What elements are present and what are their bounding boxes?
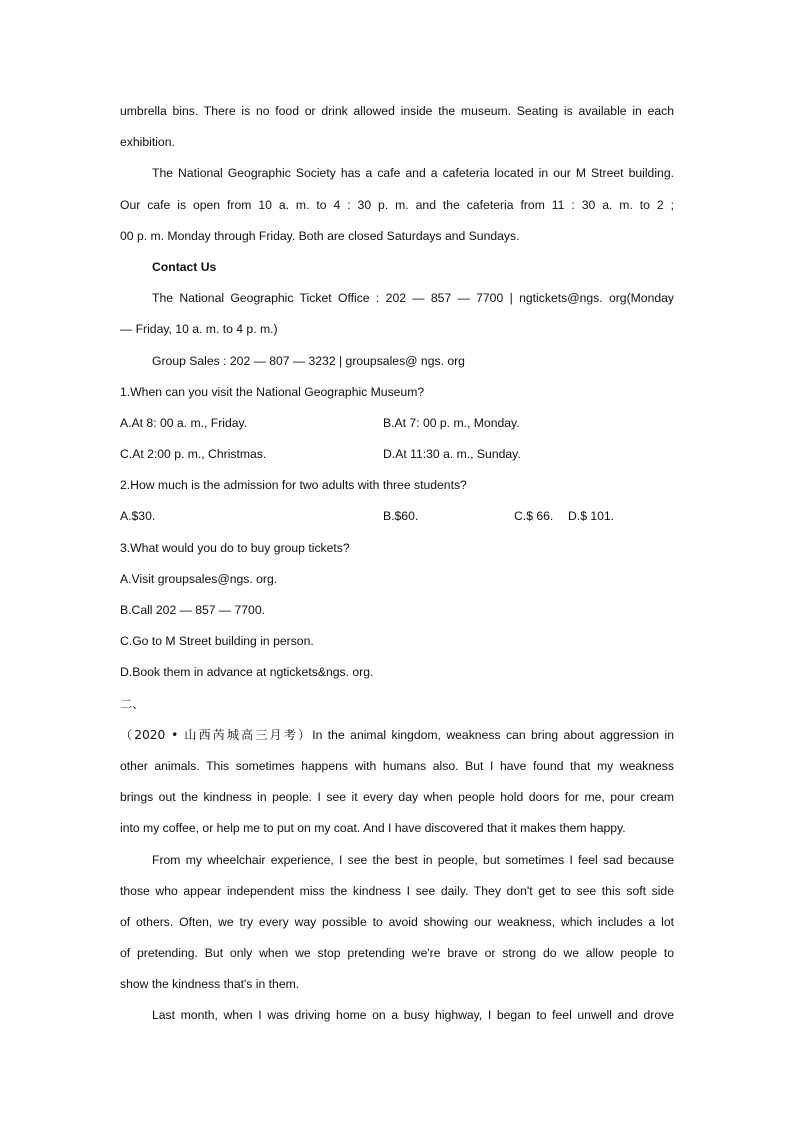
passage-line: into my coffee, or help me to put on my coat. And I have discovered that it makes them happy. — [120, 821, 626, 836]
passage-line: From my wheelchair experience, I see the best in people, but sometimes I feel sad because — [152, 852, 674, 867]
passage-line: of pretending. But only when we stop pretending we're brave or strong do we allow people to — [120, 946, 674, 961]
question-3-stem: 3.What would you do to buy group tickets? — [120, 540, 350, 555]
passage-text: In the animal kingdom, weakness can bring about aggression in — [312, 727, 674, 742]
option-b: B.Call 202 — 857 — 7700. — [120, 603, 265, 617]
question-1-stem: 1.When can you visit the National Geographic Museum? — [120, 384, 425, 399]
question-2-stem: 2.How much is the admission for two adults with three students? — [120, 478, 467, 493]
section-marker: 二、 — [120, 696, 145, 711]
passage-line — [120, 720, 674, 751]
passage-line: brings out the kindness in people. I see it every day when people hold doors for me, pour cream — [120, 790, 674, 805]
option-a: A.$30. — [120, 509, 156, 524]
option-d: D.At 11:30 a. m., Sunday. — [383, 447, 521, 462]
option-b: B.$60. — [383, 509, 419, 524]
option-c: C.At 2:00 p. m., Christmas. — [120, 447, 267, 462]
passage-line: exhibition. — [120, 135, 175, 150]
contact-ticket-hours: — Friday, 10 a. m. to 4 p. m.) — [120, 322, 278, 337]
passage-line: umbrella bins. There is no food or drink allowed inside the museum. Seating is available in each — [120, 104, 674, 118]
source-note: （2020 • 山西芮城高三月考） — [120, 727, 313, 742]
passage-line: The National Geographic Society has a cafe and a cafeteria located in our M Street building. — [152, 166, 674, 181]
contact-heading: Contact Us — [152, 259, 217, 274]
option-d: D.$ 101. — [568, 509, 615, 524]
option-d: D.Book them in advance at ngtickets&ngs. org. — [120, 665, 374, 680]
passage-line: 00 p. m. Monday through Friday. Both are closed Saturdays and Sundays. — [120, 228, 520, 243]
passage-line: other animals. This sometimes happens with humans also. But I have found that my weakness — [120, 758, 674, 773]
question-2-options — [120, 501, 674, 532]
option-c: C.$ 66. — [514, 509, 554, 524]
passage-line: those who appear independent miss the kindness I see daily. They don't get to see this soft side — [120, 883, 674, 898]
option-a: A.At 8: 00 a. m., Friday. — [120, 415, 248, 430]
question-1-options-row-2 — [120, 439, 674, 470]
passage-line: Last month, when I was driving home on a busy highway, I began to feel unwell and drove — [152, 1008, 674, 1023]
question-1-options-row-1 — [120, 408, 674, 439]
passage-line: of others. Often, we try every way possible to avoid showing our weakness, which includes a lot — [120, 914, 674, 929]
option-a: A.Visit groupsales@ngs. org. — [120, 571, 278, 586]
passage-line: show the kindness that's in them. — [120, 977, 300, 992]
contact-ticket-office: The National Geographic Ticket Office : 202 — 857 — 7700 | ngtickets@ngs. org(Monday — [152, 291, 674, 306]
contact-group-sales: Group Sales : 202 — 807 — 3232 | groupsales@ ngs. org — [152, 353, 465, 368]
option-c: C.Go to M Street building in person. — [120, 634, 314, 649]
document-page — [120, 96, 674, 1032]
option-b: B.At 7: 00 p. m., Monday. — [383, 415, 520, 430]
passage-line: Our cafe is open from 10 a. m. to 4 : 30 p. m. and the cafeteria from 11 : 30 a. m. to 2 ; — [120, 197, 674, 212]
